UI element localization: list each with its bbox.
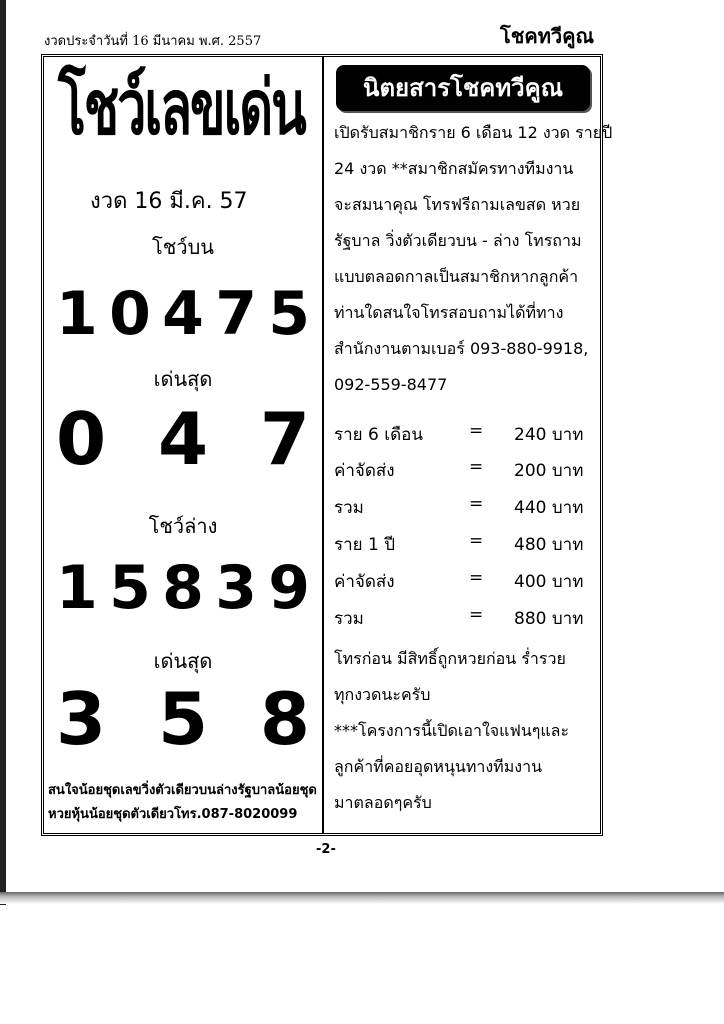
price-value: 440 บาท xyxy=(514,498,584,518)
digit: 9 xyxy=(268,553,310,623)
lower-label: โชว์ล่าง xyxy=(148,514,218,538)
paragraph-line: แบบตลอดกาลเป็นสมาชิกหากลูกค้า xyxy=(334,267,579,286)
digit: 5 xyxy=(109,553,151,623)
price-row xyxy=(334,421,596,457)
paragraph-line: สำนักงานตามเบอร์ 093-880-9918, xyxy=(334,339,589,358)
upper-number xyxy=(44,279,322,349)
scan-edge xyxy=(0,0,6,905)
digit: 4 xyxy=(162,279,204,349)
paragraph-line: 092-559-8477 xyxy=(334,375,448,394)
highlight-label-1: เด่นสุด xyxy=(153,367,213,391)
brand-name: โชคทวีคูณ xyxy=(500,24,595,48)
paragraph-line: เปิดรับสมาชิกราย 6 เดือน 12 งวด รายปี xyxy=(334,123,613,142)
digit: 1 xyxy=(56,553,98,623)
paragraph-line: 24 งวด **สมาชิกสมัครทางทีมงาน xyxy=(334,159,574,178)
price-equals: = xyxy=(469,421,484,441)
price-label: รวม xyxy=(334,609,364,629)
digit: 7 xyxy=(215,279,257,349)
price-row xyxy=(334,457,596,493)
price-equals: = xyxy=(469,605,484,625)
digit: 3 xyxy=(56,677,107,761)
paragraph-line: ท่านใดสนใจโทรสอบถามได้ที่ทาง xyxy=(334,303,564,322)
column-divider xyxy=(322,57,324,833)
digit: 7 xyxy=(259,397,310,481)
digit: 0 xyxy=(56,397,107,481)
upper-label: โชว์บน xyxy=(152,235,214,259)
magazine-banner: นิตยสารโชคทวีคูณ xyxy=(336,65,590,111)
price-value: 200 บาท xyxy=(514,461,584,481)
price-label: ราย 6 เดือน xyxy=(334,425,423,445)
price-label: ค่าจัดส่ง xyxy=(334,461,395,481)
paragraph-line: จะสมนาคุณ โทรฟรีถามเลขสด หวย xyxy=(334,195,581,214)
closing-line: มาตลอดๆครับ xyxy=(334,793,432,812)
closing-line: ทุกงวดนะครับ xyxy=(334,685,431,704)
left-column xyxy=(44,57,322,833)
price-equals: = xyxy=(469,457,484,477)
closing-line: ลูกค้าที่คอยอุดหนุนทางทีมงาน xyxy=(334,757,543,776)
price-label: ราย 1 ปี xyxy=(334,535,396,555)
page-title: โชว์เลขเด่น xyxy=(58,65,305,153)
right-column xyxy=(326,57,613,833)
digit: 4 xyxy=(157,397,209,481)
lower-number xyxy=(44,553,322,623)
price-value: 880 บาท xyxy=(514,609,584,629)
price-label: ค่าจัดส่ง xyxy=(334,572,395,592)
digit: 3 xyxy=(215,553,257,623)
page-number: -2- xyxy=(316,842,336,857)
price-row xyxy=(334,568,596,604)
price-value: 240 บาท xyxy=(514,425,584,445)
price-row xyxy=(334,531,596,567)
price-equals: = xyxy=(469,494,484,514)
price-equals: = xyxy=(469,568,484,588)
highlight-number-1 xyxy=(44,397,322,481)
digit: 5 xyxy=(157,677,209,761)
price-equals: = xyxy=(469,531,484,551)
price-value: 400 บาท xyxy=(514,572,584,592)
digit: 1 xyxy=(56,279,98,349)
highlight-label-2: เด่นสุด xyxy=(153,649,213,673)
highlight-number-2 xyxy=(44,677,322,761)
digit: 0 xyxy=(109,279,151,349)
closing-line: ***โครงการนี้เปิดเอาใจแฟนๆและ xyxy=(334,721,570,740)
scan-page-bottom xyxy=(0,892,724,904)
price-row xyxy=(334,494,596,530)
issue-date: งวดประจำวันที่ 16 มีนาคม พ.ศ. 2557 xyxy=(44,34,262,49)
digit: 8 xyxy=(259,677,310,761)
closing-paragraph xyxy=(334,641,596,821)
closing-line: โทรก่อน มีสิทธิ์ถูกหวยก่อน ร่ำรวย xyxy=(334,649,566,668)
footer-ad-line-1: สนใจน้อยชุดเลขวิ่งตัวเดียวบนล่างรัฐบาลน้อยชุด xyxy=(48,783,317,798)
subscription-paragraph xyxy=(334,115,613,403)
price-value: 480 บาท xyxy=(514,535,584,555)
price-label: รวม xyxy=(334,498,364,518)
digit: 5 xyxy=(268,279,310,349)
paragraph-line: รัฐบาล วิ่งตัวเดียวบน - ล่าง โทรถาม xyxy=(334,231,582,250)
digit: 8 xyxy=(162,553,204,623)
price-row xyxy=(334,605,596,641)
footer-ad-line-2: หวยหุ้นน้อยชุดตัวเดียวโทร.087-8020099 xyxy=(48,807,298,822)
draw-date: งวด 16 มี.ค. 57 xyxy=(90,189,248,214)
